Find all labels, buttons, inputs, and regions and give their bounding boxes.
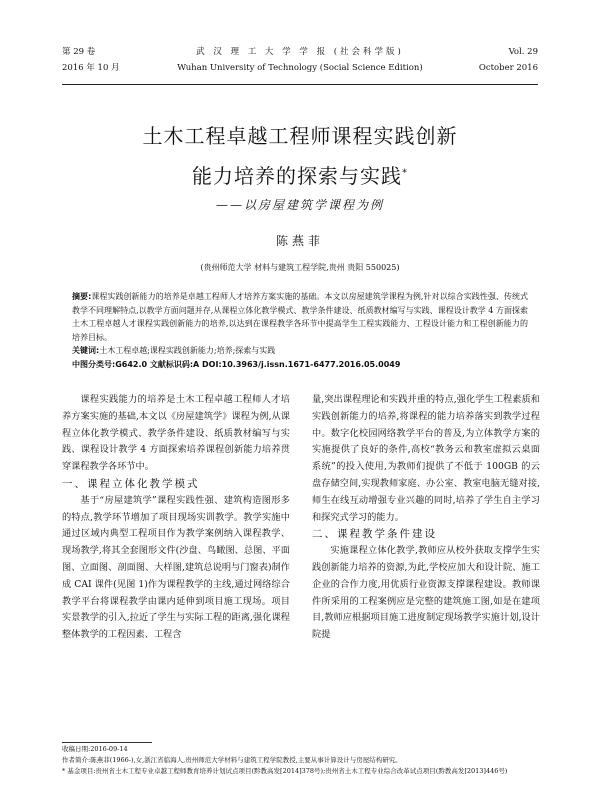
abstract (72, 290, 528, 344)
paper-title-line2-text: 能力培养的探索与实践 (192, 164, 402, 188)
header-date: 2016 年 10 月 (62, 63, 120, 73)
section1-paragraph: 基于“房屋建筑学”课程实践性强、建筑构造图形多的特点,教学环节增加了项目现场实训教学。教学实施中通过区域内典型工程项目作为教学案例纳入课程教学、现场教学,将其全套图形文件(沙盘、鸟瞰图、总图、平面图、立面图、剖面图、大样图,建筑总说明与门窗表)制作成 CAI 课件(见图 1)作为课程教学的主线,通过网络综合教学平台将课程教学由课内延伸到项目施工现场。项目实景教学的引入,拉近了学生与实际工程的距离,强化课程整体教学的工程因素、工程含 (62, 494, 290, 641)
section1-heading: 一、课程立体化教学模式 (62, 477, 200, 490)
keywords-text: 土木工程卓越;课程实践创新能力;培养;探索与实践 (99, 346, 276, 355)
footnote-divider (62, 742, 152, 743)
intro-paragraph: 课程实践能力的培养是土木工程卓越工程师人才培养方案实施的基础,本文以《房屋建筑学》课程为例,从课程立体化教学模式、教学条件建设、纸质教材编写与实践、课程设计教学 4 方面探索培养课程创新能力培养贯穿课程教学各环节中。 (62, 394, 290, 473)
header-volume: 第 29 卷 (62, 47, 96, 57)
header-center (62, 44, 538, 76)
column-right (312, 392, 540, 644)
classification-meta: 中图分类号:G642.0 文献标识码:A DOI:10.3963/j.issn.1671-6477.2016.05.0049 (72, 359, 401, 369)
header-journal-cn: 武 汉 理 工 大 学 学 报 (社会科学版) (196, 47, 404, 57)
keywords-label: 关键词: (72, 346, 100, 355)
title-footnote-mark: * (402, 167, 408, 179)
footnote-block (62, 744, 538, 777)
column-left (62, 392, 290, 644)
header-date-en: October 2016 (478, 63, 538, 73)
header-right (479, 44, 538, 76)
section2-paragraph: 实施课程立体化教学,教师应从校外获取支撑学生实践创新能力培养的资源,为此,学校应加大和设计院、施工企业的合作力度,用优质行业资源支撑课程建设。教师课件所采用的工程案例应是完整的建筑施工图,如是在建项目,教师应根据项目施工进度制定现场教学实施计划,设计院提 (312, 545, 540, 641)
footnote-author-bio: 作者简介:陈燕菲(1966-),女,浙江省临海人,贵州师范大学材料与建筑工程学院教授,主要从事计算设计与房屋结构研究。 (62, 756, 402, 764)
author-affiliation: (贵州师范大学 材料与建筑工程学院,贵州 贵阳 550025) (200, 263, 400, 272)
header-journal-en: Wuhan University of Technology (Social Science Edition) (177, 63, 423, 73)
keywords (72, 344, 528, 358)
section2-heading: 二、课程教学条件建设 (312, 528, 437, 541)
footnote-received: 收稿日期:2016-09-14 (62, 745, 128, 753)
footnote-funding: * 基金项目:贵州省土木工程专业卓越工程师教育培养计划试点项目(黔教高发[2014]378号);贵州省土木工程专业综合改革试点项目(黔教高发[2013]446号) (62, 767, 508, 775)
paper-title-line2 (62, 160, 538, 189)
paper-subtitle: ——以房屋建筑学课程为例 (215, 198, 384, 212)
running-header (62, 44, 538, 84)
abstract-text: 课程实践创新能力的培养是卓越工程师人才培养方案实施的基础。本文以房屋建筑学课程为例,针对以综合实践性强、传统式教学不同理解特点,以教学方面问题并存,从课程立体化教学模式、教学条件建设、纸质教材编写与实践、课程设计教学 4 方面探索土木工程卓越人才课程实践创新能力的培养,以达到在课程教学各环节中提高学生工程实践能力、工程设计能力和工程创新能力的培养目标。 (72, 292, 528, 342)
paper-title-line1: 土木工程卓越工程师课程实践创新 (142, 124, 458, 148)
abstract-label: 摘要: (72, 292, 92, 301)
header-divider (62, 84, 538, 85)
abstract-block (72, 290, 528, 371)
section1-paragraph-continued: 量,突出课程理论和实践并重的特点,强化学生工程素质和实践创新能力的培养,将课程的能力培养落实到教学过程中。数字化校园网络教学平台的普及,为立体教学方案的实施提供了良好的条件,高校“教务云和教室虚拟云桌面系统”的投入使用,为教师们提供了不低于 100GB 的云盘存储空间,实现教师家庭、办公室、教室电脑无缝对接,师生在线互动增强专业兴趣的同时,培养了学生自主学习和探究式学习的能力。 (312, 394, 540, 523)
paper-author: 陈燕菲 (275, 234, 324, 248)
header-volume-en: Vol. 29 (508, 47, 538, 57)
